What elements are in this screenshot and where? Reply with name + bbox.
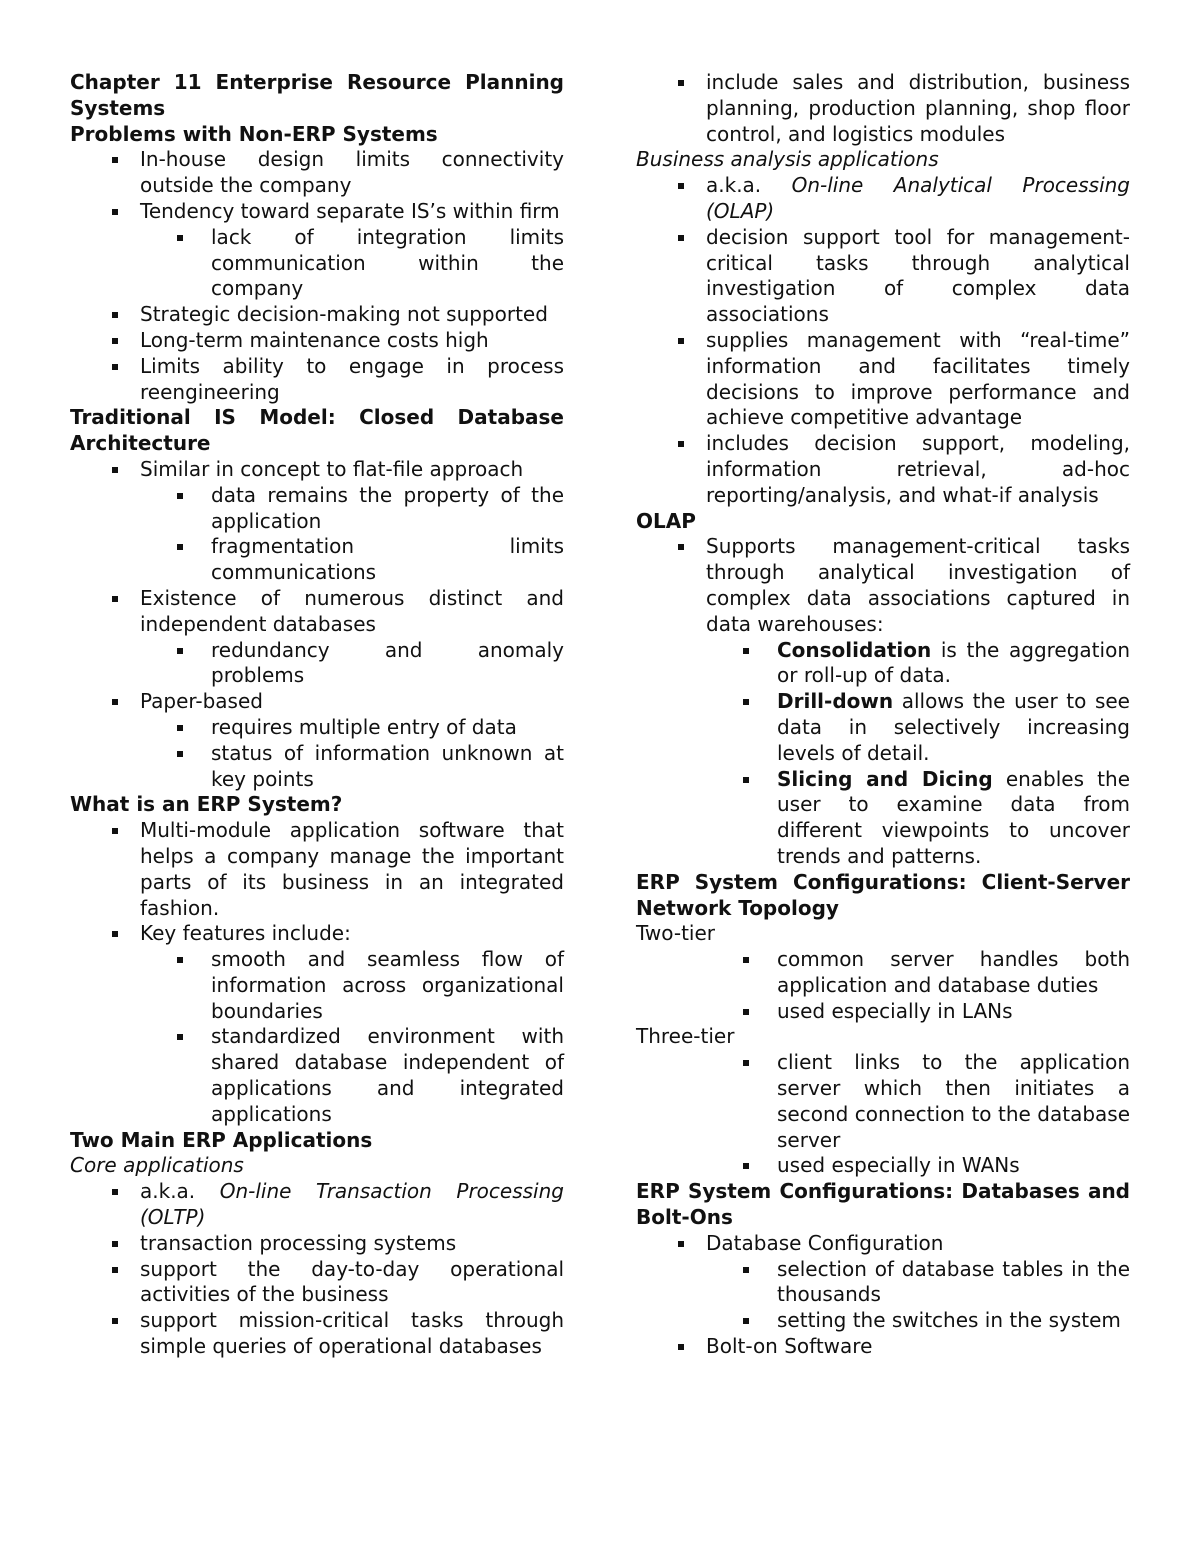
two-main-heading: Two Main ERP Applications [70,1127,373,1152]
list-item: standardized environment with shared database independent of applications and integrated applications [70,1024,564,1127]
list-item: common server handles both application and database duties [636,947,1130,999]
consolidation-term: Consolidation [777,637,932,662]
list-item: Strategic decision-making not supported [70,302,564,328]
list-item: Database Configuration [636,1231,1130,1257]
business-subheading: Business analysis applications [636,147,939,172]
problems-heading: Problems with Non-ERP Systems [70,121,438,146]
list-item [636,689,1130,766]
consolidation-text: is the aggregation or roll-up of data. [777,637,1130,688]
aka-term: On-line Transaction Processing (OLTP) [140,1179,564,1230]
list-item: support mission-critical tasks through simple queries of operational databases [70,1308,564,1360]
list-item: lack of integration limits communication within the company [70,225,564,302]
list-item: fragmentation limits communications [70,534,564,586]
list-item: decision support tool for management-critical tasks through analytical investigation of complex data associations [636,225,1130,328]
list-item: Bolt-on Software [636,1334,1130,1360]
list-item: client links to the application server which then initiates a second connection to the database server [636,1050,1130,1153]
list-item: Supports management-critical tasks through analytical investigation of complex data associations captured in data warehouses: [636,534,1130,637]
list-item: Long-term maintenance costs high [70,328,564,354]
olap-heading: OLAP [636,508,696,533]
list-item: redundancy and anomaly problems [70,638,564,690]
list-item: status of information unknown at key points [70,741,564,793]
list-item: Existence of numerous distinct and independent databases [70,586,564,638]
list-item: include sales and distribution, business planning, production planning, shop floor control, and logistics modules [636,70,1130,147]
aka-term: On-line Analytical Processing (OLAP) [706,173,1130,223]
list-item [636,173,1130,225]
core-subheading: Core applications [70,1153,244,1178]
list-item: includes decision support, modeling, information retrieval, ad-hoc reporting/analysis, and what-if analysis [636,431,1130,508]
list-item: data remains the property of the application [70,483,564,535]
drilldown-term: Drill-down [777,689,894,714]
list-item: supplies management with “real-time” information and facilitates timely decisions to improve performance and achieve competitive advantage [636,328,1130,431]
aka-prefix: a.k.a. [140,1179,220,1204]
list-item: Paper-based [70,689,564,715]
list-item: Multi-module application software that helps a company manage the important parts of its business in an integrated fashion. [70,818,564,921]
list-item [636,767,1130,870]
left-column [70,70,564,1360]
what-heading: What is an ERP System? [70,792,343,817]
drilldown-text: allows the user to see data in selectively increasing levels of detail. [777,689,1130,765]
three-tier-label: Three-tier [636,1024,735,1049]
traditional-heading: Traditional IS Model: Closed Database Architecture [70,405,564,456]
list-item: smooth and seamless flow of information across organizational boundaries [70,947,564,1024]
slicing-text: enables the user to examine data from different viewpoints to uncover trends and patterns. [777,766,1130,868]
list-item [70,1179,564,1231]
list-item: Limits ability to engage in process reengineering [70,354,564,406]
two-tier-label: Two-tier [636,921,716,946]
list-item: selection of database tables in the thousands [636,1257,1130,1309]
list-item: In-house design limits connectivity outside the company [70,147,564,199]
list-item: Tendency toward separate IS’s within firm [70,199,564,225]
list-item: support the day-to-day operational activities of the business [70,1257,564,1309]
aka-prefix: a.k.a. [706,173,792,198]
list-item: requires multiple entry of data [70,715,564,741]
list-item: transaction processing systems [70,1231,564,1257]
list-item: Similar in concept to flat-file approach [70,457,564,483]
list-item: used especially in LANs [636,999,1130,1025]
slicing-term: Slicing and Dicing [777,766,993,791]
list-item: used especially in WANs [636,1153,1130,1179]
list-item: setting the switches in the system [636,1308,1130,1334]
client-server-heading: ERP System Configurations: Client-Server Network Topology [636,869,1130,920]
list-item: Key features include: [70,921,564,947]
right-column [636,70,1130,1360]
databases-heading: ERP System Configurations: Databases and Bolt-Ons [636,1179,1130,1230]
list-item [636,638,1130,690]
chapter-title: Chapter 11 Enterprise Resource Planning Systems [70,70,564,120]
